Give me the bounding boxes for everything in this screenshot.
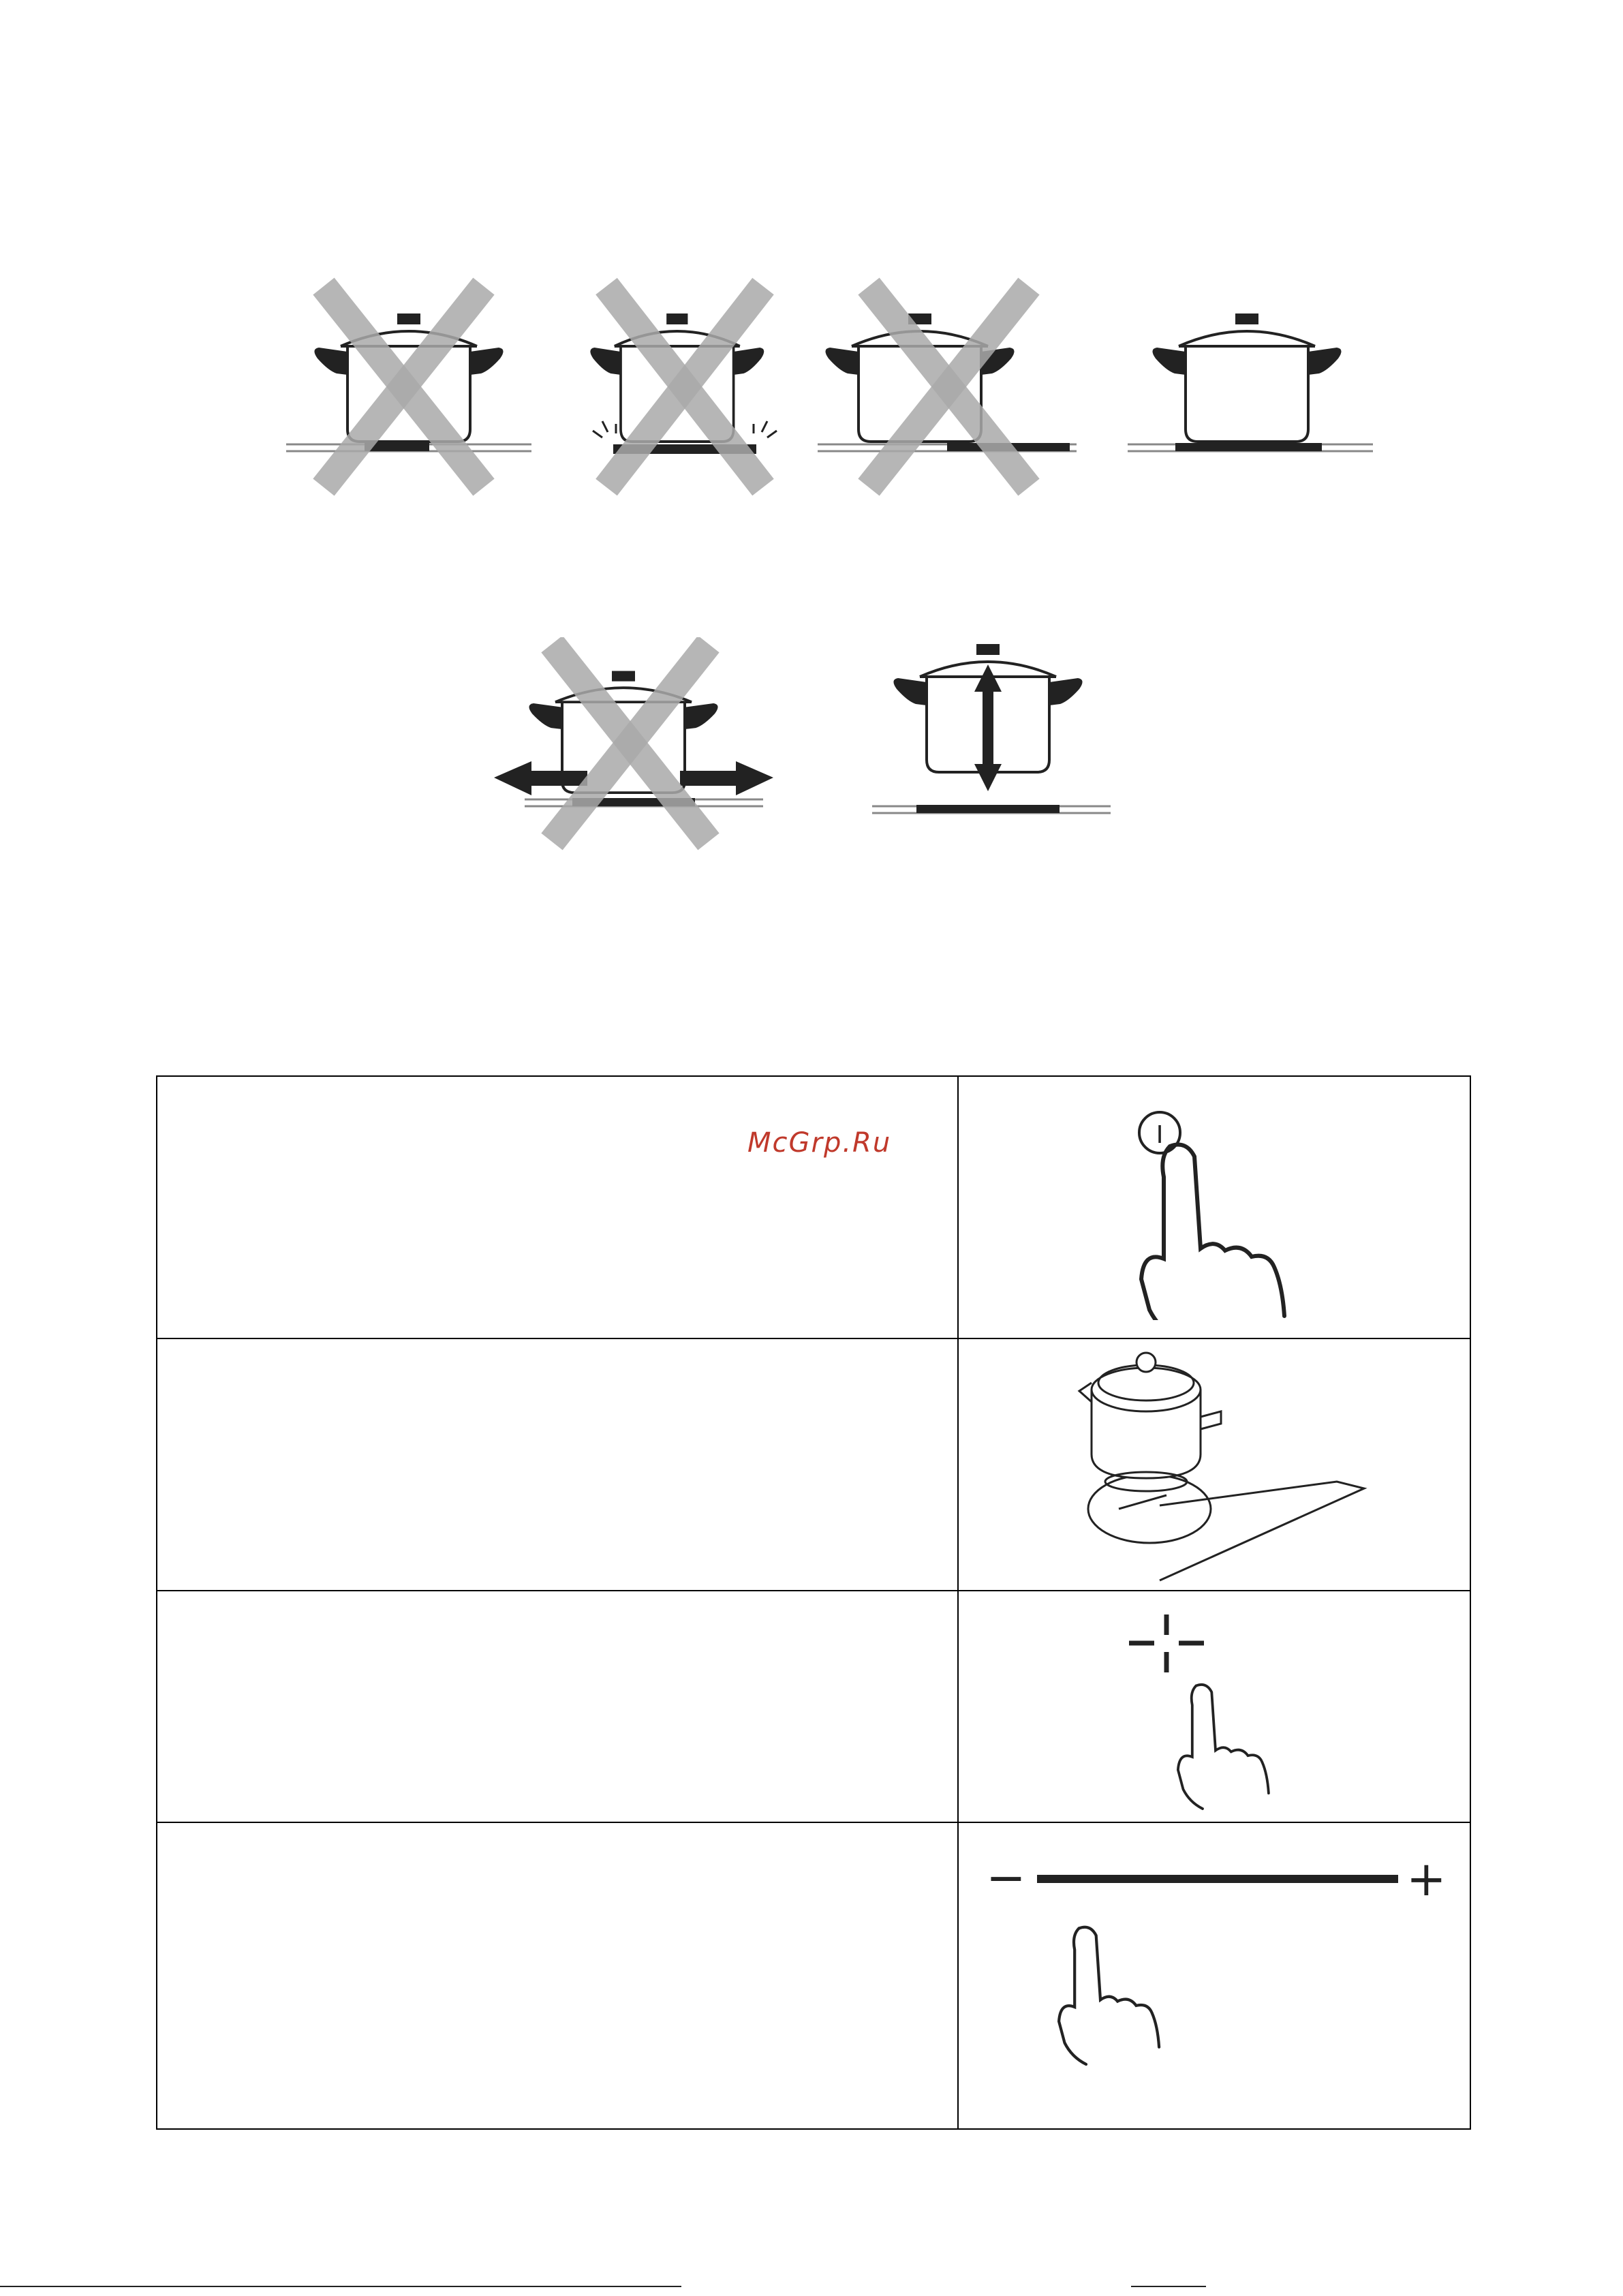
slider-minus: −	[986, 1850, 1026, 1905]
watermark: McGrp.Ru	[747, 1127, 892, 1159]
table-row	[157, 1338, 1470, 1591]
table-text-cell	[157, 1338, 958, 1591]
operation-table	[156, 1075, 1471, 2130]
illustration-slider-touch	[958, 1822, 1470, 2129]
table-text-cell	[157, 1822, 958, 2129]
illustration-power-button-press	[958, 1076, 1470, 1338]
crosshair-icon	[1129, 1614, 1204, 1672]
figure-pot-uneven-bottom	[586, 273, 784, 498]
figure-pot-vertical-fit	[859, 637, 1117, 842]
illustration-zone-selector-touch	[958, 1591, 1470, 1822]
table-row	[157, 1822, 1470, 2129]
table-text-cell	[157, 1591, 958, 1822]
figure-pot-off-center	[818, 273, 1077, 498]
figure-pot-too-small	[286, 273, 531, 498]
table-text-cell	[157, 1076, 958, 1338]
footer-rule-left	[0, 2286, 681, 2287]
illustration-pot-on-cooking-zone	[958, 1338, 1470, 1591]
slider-plus: +	[1406, 1851, 1447, 1907]
figure-pot-overhanging	[491, 637, 777, 855]
footer-rule-right	[1131, 2286, 1206, 2287]
table-row	[157, 1591, 1470, 1822]
slider-track	[1037, 1875, 1398, 1883]
figure-pot-correct	[1128, 273, 1373, 498]
power-symbol: I	[1156, 1120, 1164, 1149]
table-row	[157, 1076, 1470, 1338]
